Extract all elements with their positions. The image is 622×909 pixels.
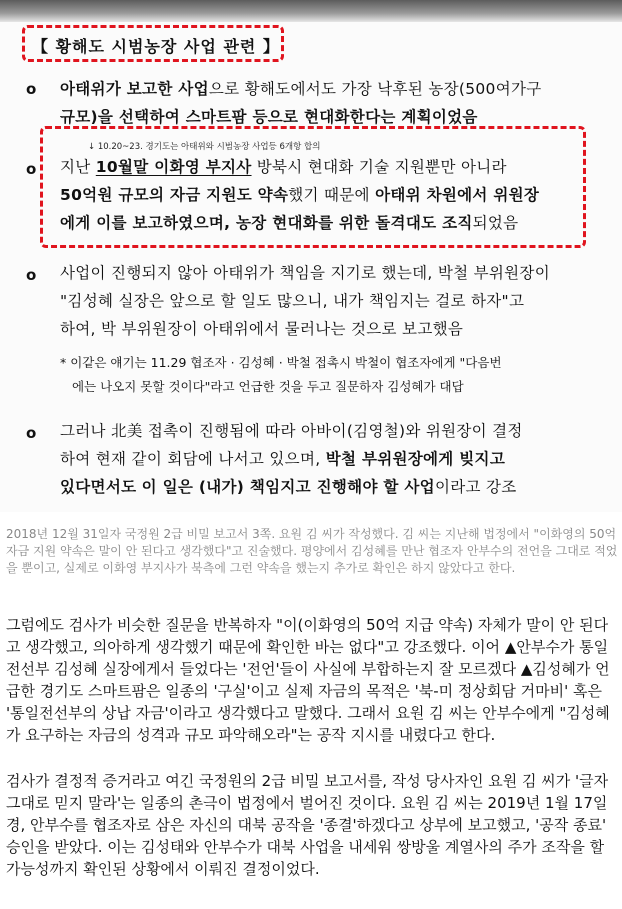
item3-line2: "김성혜 실장은 앞으로 할 일도 많으니, 내가 책임지는 걸로 하자"고 xyxy=(60,292,525,310)
handwritten-annotation: ↓ 10.20~23. 경기도는 아태위와 시범농장 사업등 6개항 합의 xyxy=(88,142,321,152)
note-line2: 에는 나오지 못할 것이다"라고 언급한 것을 두고 질문하자 김성혜가 대답 xyxy=(72,379,464,394)
item4-line3: 있다면서도 이 일은 (내가) 책임지고 진행해야 할 사업이라고 강조 xyxy=(60,478,517,496)
document-heading: 【 황해도 시범농장 사업 관련 】 xyxy=(32,37,280,56)
bullet-marker: o xyxy=(26,266,37,284)
item1-line1: 아태위가 보고한 사업으로 황해도에서도 가장 낙후된 농장(500여가구 xyxy=(60,80,542,98)
item2-line3: 에게 이를 보고하였으며, 농장 현대화를 위한 돌격대도 조직되었음 xyxy=(60,214,519,232)
item4-line1: 그러나 北美 접촉이 진행됨에 따라 아바이(김영철)와 위원장이 결정 xyxy=(60,422,523,440)
scan-shadow xyxy=(0,0,622,22)
item3-line1: 사업이 진행되지 않아 아태위가 책임을 지기로 했는데, 박철 부위원장이 xyxy=(60,264,550,282)
bullet-marker: o xyxy=(26,424,37,442)
image-caption: 2018년 12월 31일자 국정원 2급 비밀 보고서 3쪽. 요원 김 씨가 작성했다. 김 씨는 지난해 법정에서 "이화영의 50억 자금 지원 약속은 말이 안 된다고 생각했다"고 진술했다. 평양에서 김성혜를 만난 협조자 안부수의 전언을 그대로 적었을 뿐이고, 실제로 이화영 부지사가 북측에 그런 약속을 했는지 추가로 확인은 하지 않았다고 한다. xyxy=(6,527,618,575)
item2-line2: 50억원 규모의 자금 지원도 약속했기 때문에 아태위 차원에서 위원장 xyxy=(60,186,540,204)
bullet-marker: o xyxy=(26,160,37,178)
bullet-marker: o xyxy=(26,80,37,98)
note-line1: * 이같은 얘기는 11.29 협조자 · 김성혜 · 박철 접촉시 박철이 협조자에게 "다음번 xyxy=(60,355,502,370)
article-paragraph: 그럼에도 검사가 비슷한 질문을 반복하자 "이(이화영의 50억 지급 약속) 자체가 말이 안 된다고 생각했고, 의아하게 생각했기 때문에 확인한 바는 없다"고 강조했다. 이어 ▲안부수가 통일전선부 김성혜 실장에게서 들었다는 '전언'들이 사실에 부합하는지 잘 모르겠다 ▲김성혜가 언급한 경기도 스마트팜은 일종의 '구실'이고 실제 자금의 목적은 '북-미 정상회담 거마비' 혹은 '통일전선부의 상납 자금'이라고 생각했다고 말했다. 그래서 요원 김 씨는 안부수에게 "김성혜가 요구하는 자금의 성격과 규모 파악해오라"는 공작 지시를 내렸다고 한다. xyxy=(6,616,610,744)
item3-line3: 하여, 박 부위원장이 아태위에서 물러나는 것으로 보고했음 xyxy=(60,320,464,338)
item2-line1: 지난 10월말 이화영 부지사 방북시 현대화 기술 지원뿐만 아니라 xyxy=(60,158,507,176)
item1-line2: 규모)을 선택하여 스마트팜 등으로 현대화한다는 계획이었음 xyxy=(60,108,478,126)
article-paragraph: 검사가 결정적 증거라고 여긴 국정원의 2급 비밀 보고서를, 작성 당사자인 요원 김 씨가 '글자 그대로 믿지 말라'는 일종의 촌극이 법정에서 벌어진 것이다. 요원 김 씨는 2019년 1월 17일경, 안부수를 협조자로 삼은 자신의 대북 공작을 '종결'하겠다고 상부에 보고했고, '공작 종료' 승인을 받았다. 이는 김성태와 안부수가 대북 사업을 내세워 쌍방울 계열사의 주가 조작을 할 가능성까지 확인된 상황에서 이뤄진 결정이었다. xyxy=(6,772,609,878)
item4-line2: 하여 현재 같이 회담에 나서고 있으며, 박철 부위원장에게 빚지고 xyxy=(60,450,506,468)
